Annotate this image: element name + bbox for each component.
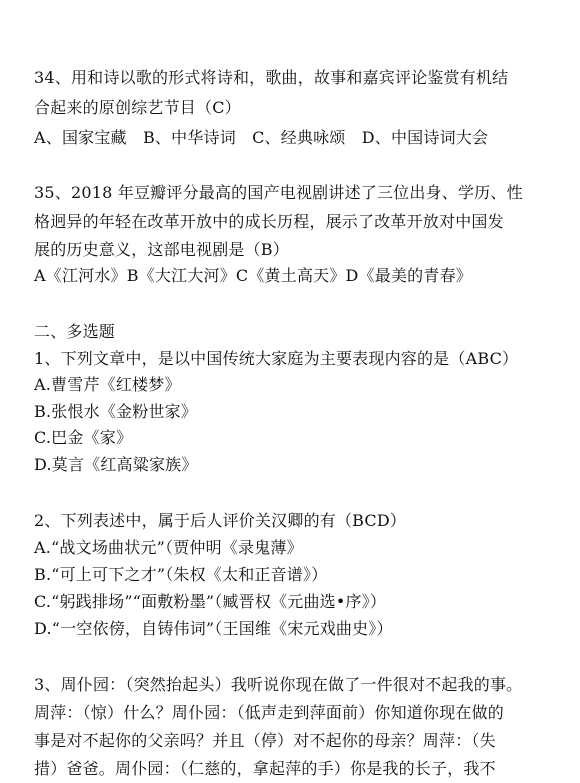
mc-q1-option-c: C.巴金《家》: [34, 428, 133, 447]
mc-q2-option-c: C.“躬践排场”“面敷粉墨”（臧晋权《元曲选•序》）: [34, 592, 387, 611]
mc-q1-option-b: B.张恨水《金粉世家》: [34, 402, 198, 421]
mc-q1-option-a: A.曹雪芹《红楼梦》: [34, 375, 181, 394]
mc-q2-option-d: D.“一空依傍，自铸伟词”（王国维《宋元戏曲史》）: [34, 619, 393, 638]
mc-q1-option-d: D.莫言《红高粱家族》: [34, 455, 198, 474]
q34-stem-line-1: 34、用和诗以歌的形式将诗和，歌曲，故事和嘉宾评论鉴赏有机结: [34, 68, 509, 87]
q35-stem-line-1: 35、2018 年豆瓣评分最高的国产电视剧讲述了三位出身、学历、性: [34, 183, 523, 202]
mc-q2-option-b: B.“可上可下之才”（朱权《太和正音谱》）: [34, 565, 328, 584]
mc-q3-line-1: 3、周仆园：（突然抬起头）我听说你现在做了一件很对不起我的事。: [34, 675, 523, 694]
q34-options: A、国家宝藏 B、中华诗词 C、经典咏颂 D、中国诗词大会: [34, 128, 489, 147]
q35-stem-line-2: 格迥异的年轻在改革开放中的成长历程，展示了改革开放对中国发: [34, 212, 504, 231]
mc-q2-stem: 2、下列表述中，属于后人评价关汉卿的有（BCD）: [34, 511, 407, 530]
mc-q3-line-3: 事是对不起你的父亲吗？并且（停）对不起你的母亲？周萍：（失: [34, 731, 496, 750]
mc-q2-option-a: A.“战文场曲状元”（贾仲明《录鬼薄》: [34, 538, 303, 557]
mc-q1-stem: 1、下列文章中，是以中国传统大家庭为主要表现内容的是（ABC）: [34, 349, 519, 368]
section-heading: 二、多选题: [34, 322, 116, 341]
mc-q3-line-4: 措）爸爸。周仆园：（仁慈的，拿起萍的手）你是我的长子，我不: [34, 759, 496, 778]
q34-stem-line-2: 合起来的原创综艺节目（C）: [34, 98, 241, 117]
q35-stem-line-3: 展的历史意义，这部电视剧是（B）: [34, 240, 289, 259]
mc-q3-line-2: 周萍：（惊）什么？周仆园：（低声走到萍面前）你知道你现在做的: [34, 703, 505, 722]
q35-options: A《江河水》B《大江大河》C《黄土高天》D《最美的青春》: [34, 266, 472, 285]
